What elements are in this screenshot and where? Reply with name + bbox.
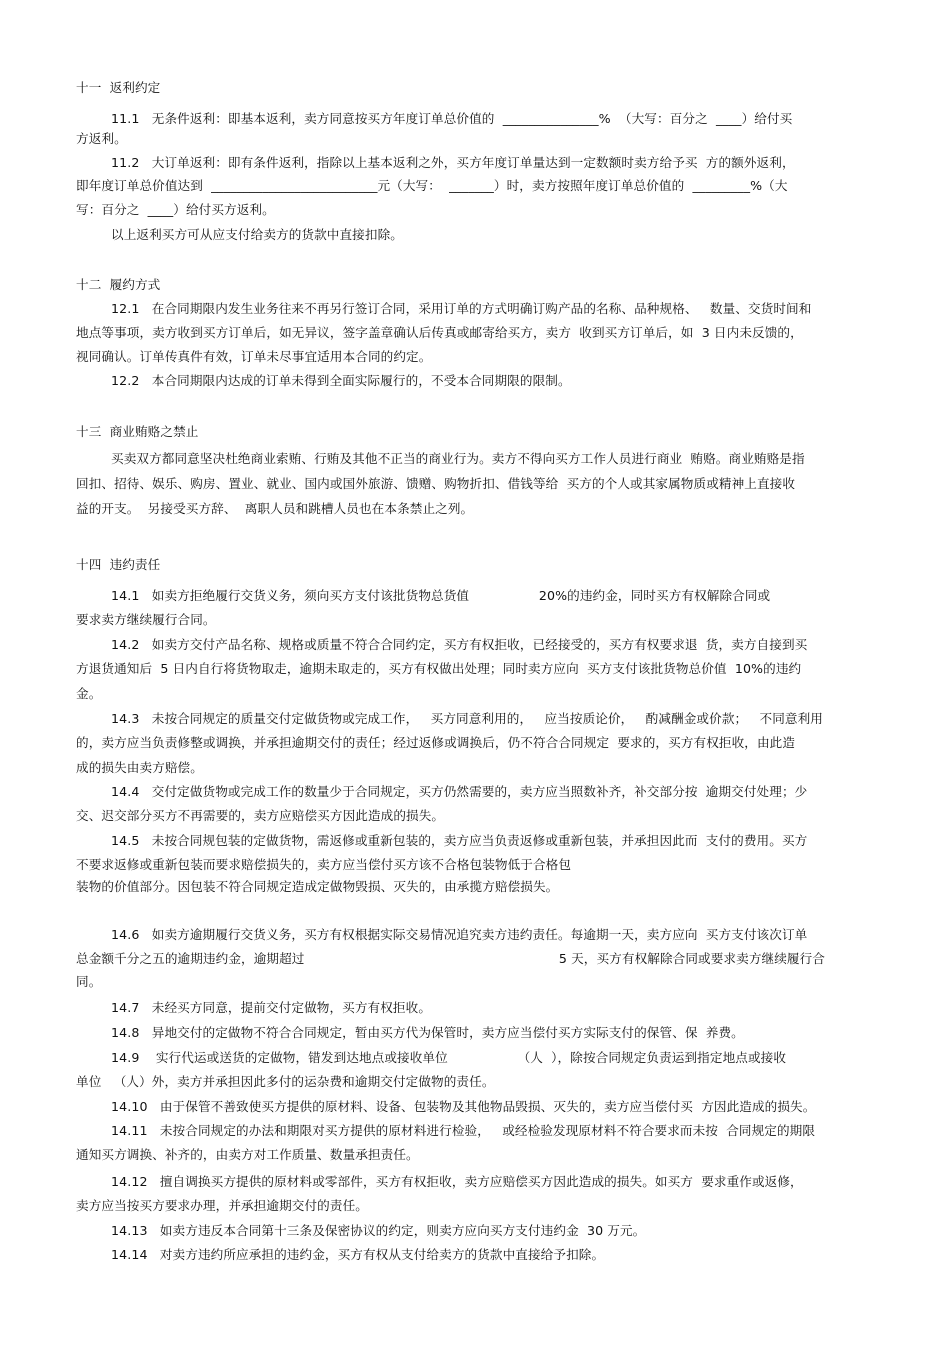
text-line: 14.4 交付定做货物或完成工作的数量少于合同规定，买方仍然需要的，卖方应当照数补齐，补交部分按 逾期交付处理；少 [111, 784, 808, 799]
text-line: 同。 [76, 974, 102, 989]
text-line: 14.10 由于保管不善致使买方提供的原材料、设备、包装物及其他物品毁损、灭失的，卖方应当偿付买 方因此造成的损失。 [111, 1099, 816, 1114]
text-line: 写：百分之 ____）给付买方返利。 [76, 202, 275, 217]
text-line: 11.2 大订单返利：即有条件返利，指除以上基本返利之外，买方年度订单量达到一定数额时卖方给予买 方的额外返利， [111, 155, 795, 170]
text-line: 以上返利买方可从应支付给卖方的货款中直接扣除。 [111, 227, 403, 242]
text-line: 总金额千分之五的逾期违约金，逾期超过 5 天，买方有权解除合同或要求卖方继续履行合 [76, 951, 825, 966]
text-line: 装物的价值部分。因包装不符合同规定造成定做物毁损、灭失的，由承揽方赔偿损失。 [76, 879, 559, 894]
text-line: 14.13 如卖方违反本合同第十三条及保密协议的约定，则卖方应向买方支付违约金 30 万元。 [111, 1223, 646, 1238]
text-line: 的，卖方应当负责修整或调换，并承担逾期交付的责任；经过返修或调换后，仍不符合合同规定 要求的，买方有权拒收，由此造 [76, 735, 796, 750]
text-line: 14.2 如卖方交付产品名称、规格或质量不符合合同约定，买方有权拒收，已经接受的，买方有权要求退 货，卖方自接到买 [111, 637, 808, 652]
section-heading: 十一 返利约定 [76, 80, 161, 95]
text-line: 14.6 如卖方逾期履行交货义务，买方有权根据实际交易情况追究卖方违约责任。每逾期一天，卖方应向 买方支付该次订单 [111, 927, 808, 942]
text-line: 14.11 未按合同规定的办法和期限对买方提供的原材料进行检验， 或经检验发现原材料不符合要求而未按 合同规定的期限 [111, 1123, 816, 1138]
text-line: 方返利。 [76, 131, 127, 146]
text-line: 14.9 实行代运或送货的定做物，错发到达地点或接收单位 （人 ），除按合同规定负责运到指定地点或接收 [111, 1050, 787, 1065]
text-line: 14.1 如卖方拒绝履行交货义务，须向买方支付该批货物总货值 20%的违约金，同时买方有权解除合同或 [111, 588, 771, 603]
section-heading: 十三 商业贿赂之禁止 [76, 424, 199, 439]
section-heading: 十四 违约责任 [76, 557, 161, 572]
text-line: 14.14 对卖方违约所应承担的违约金，买方有权从支付给卖方的货款中直接给予扣除。 [111, 1247, 605, 1262]
text-line: 14.12 擅自调换买方提供的原材料或零部件，买方有权拒收，卖方应赔偿买方因此造成的损失。如买方 要求重作或返修， [111, 1174, 803, 1189]
text-line: 14.7 未经买方同意，提前交付定做物，买方有权拒收。 [111, 1000, 432, 1015]
text-line: 12.2 本合同期限内达成的订单未得到全面实际履行的，不受本合同期限的限制。 [111, 373, 571, 388]
section-heading: 十二 履约方式 [76, 277, 161, 292]
text-line: 要求卖方继续履行合同。 [76, 612, 216, 627]
text-line: 金。 [76, 686, 102, 701]
text-line: 不要求返修或重新包装而要求赔偿损失的，卖方应当偿付买方该不合格包装物低于合格包 [76, 857, 572, 872]
text-line: 11.1 无条件返利：即基本返利，卖方同意按买方年度订单总价值的 _______________% （大写：百分之 ____）给付买 [111, 111, 793, 126]
text-line: 通知买方调换、补齐的，由卖方对工作质量、数量承担责任。 [76, 1147, 419, 1162]
text-line: 成的损失由卖方赔偿。 [76, 760, 203, 775]
text-line: 方退货通知后 5 日内自行将货物取走，逾期未取走的，买方有权做出处理；同时卖方应向 买方支付该批货物总价值 10%的违约 [76, 661, 802, 676]
text-line: 14.8 异地交付的定做物不符合合同规定，暂由买方代为保管时，卖方应当偿付买方实际支付的保管、保 养费。 [111, 1025, 744, 1040]
text-line: 回扣、招待、娱乐、购房、置业、就业、国内或国外旅游、馈赠、购物折扣、借钱等给 买方的个人或其家属物质或精神上直接收 [76, 476, 796, 491]
text-line: 卖方应当按买方要求办理，并承担逾期交付的责任。 [76, 1198, 368, 1213]
text-line: 地点等事项，卖方收到买方订单后，如无异议，签字盖章确认后传真或邮寄给买方，卖方 收到买方订单后，如 3 日内未反馈的， [76, 325, 803, 340]
text-line: 14.5 未按合同规包装的定做货物，需返修或重新包装的，卖方应当负责返修或重新包装，并承担因此而 支付的费用。买方 [111, 833, 808, 848]
text-line: 益的开支。 另接受买方辞、 离职人员和跳槽人员也在本条禁止之列。 [76, 501, 474, 516]
text-line: 单位 （人）外，卖方并承担因此多付的运杂费和逾期交付定做物的责任。 [76, 1074, 495, 1089]
text-line: 交、迟交部分买方不再需要的，卖方应赔偿买方因此造成的损失。 [76, 808, 445, 823]
text-line: 14.3 未按合同规定的质量交付定做货物或完成工作， 买方同意利用的， 应当按质论价， 酌减酬金或价款； 不同意利用 [111, 711, 823, 726]
text-line: 12.1 在合同期限内发生业务往来不再另行签订合同，采用订单的方式明确订购产品的名称、品种规格、 数量、交货时间和 [111, 301, 812, 316]
text-line: 视同确认。订单传真件有效，订单未尽事宜适用本合同的约定。 [76, 349, 432, 364]
text-line: 买卖双方都同意坚决杜绝商业索贿、行贿及其他不正当的商业行为。卖方不得向买方工作人员进行商业 贿赂。商业贿赂是指 [111, 451, 805, 466]
text-line: 即年度订单总价值达到 __________________________元（大写： _______）时，卖方按照年度订单总价值的 _________%（大 [76, 178, 788, 193]
